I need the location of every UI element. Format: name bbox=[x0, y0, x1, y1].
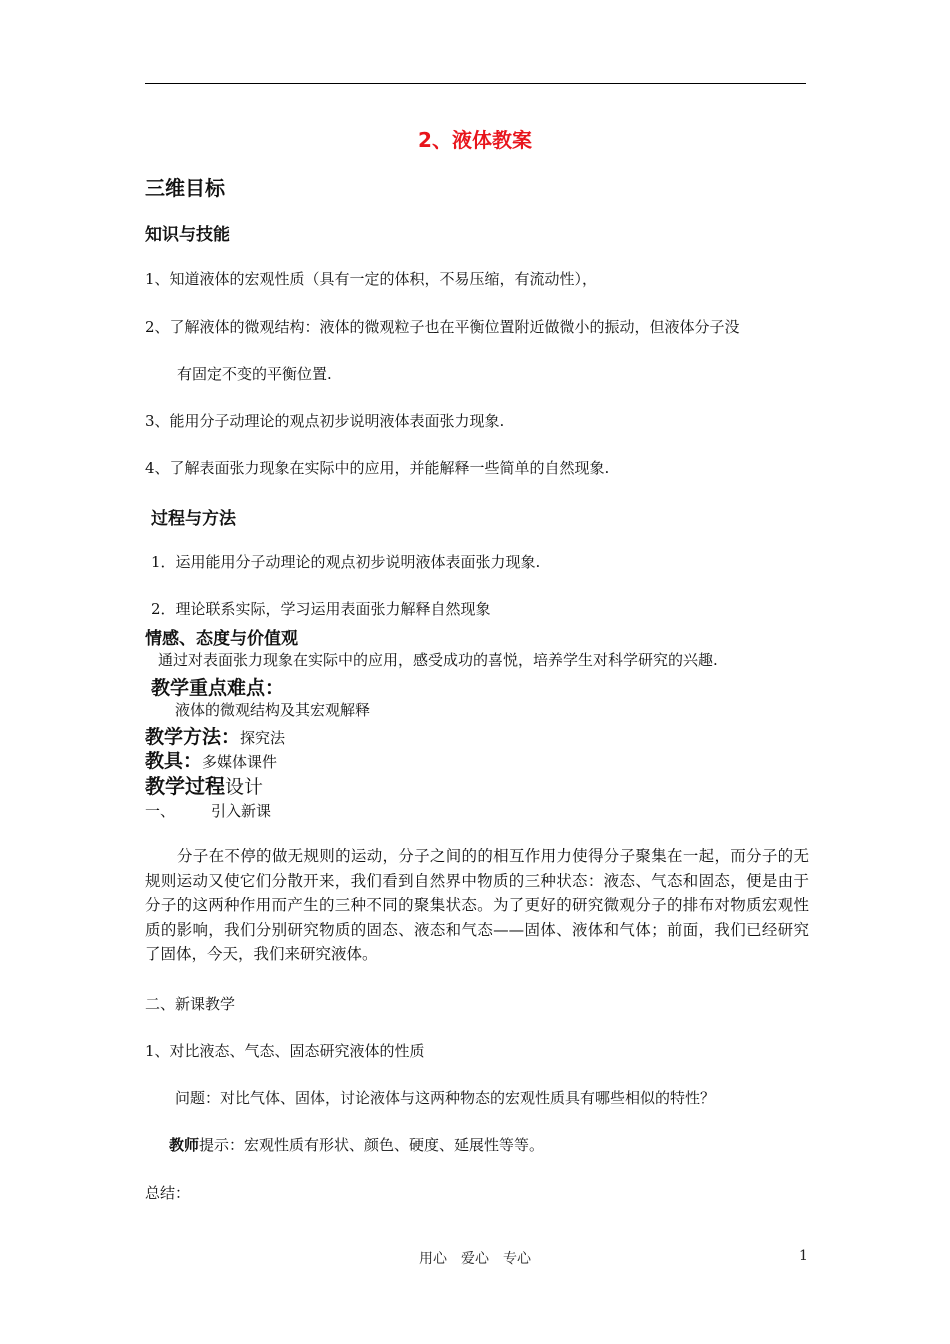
process-design-heading bbox=[145, 770, 263, 799]
method-label: 教学方法： bbox=[145, 726, 241, 748]
section-goals-heading: 三维目标 bbox=[145, 176, 225, 200]
method-line bbox=[145, 722, 285, 749]
teacher-text: 提示：宏观性质有形状、颜色、硬度、延展性等等。 bbox=[199, 1136, 545, 1154]
knowledge-item-2: 2、了解液体的微观结构：液体的微观粒子也在平衡位置附近做微小的振动，但液体分子没 bbox=[145, 318, 740, 336]
footer-slogan: 用心 爱心 专心 bbox=[419, 1251, 531, 1267]
method-value: 探究法 bbox=[240, 729, 286, 747]
process-design-rest: 设计 bbox=[225, 776, 264, 798]
question-text: 问题：对比气体、固体，讨论液体与这两种物态的宏观性质具有哪些相似的特性？ bbox=[175, 1089, 716, 1107]
tools-value: 多媒体课件 bbox=[202, 753, 278, 771]
key-points-text: 液体的微观结构及其宏观解释 bbox=[175, 701, 371, 719]
summary-label: 总结： bbox=[145, 1184, 191, 1202]
knowledge-item-3: 3、能用分子动理论的观点初步说明液体表面张力现象. bbox=[145, 412, 505, 430]
process-design-bold: 教学过程 bbox=[145, 774, 225, 798]
knowledge-item-4: 4、了解表面张力现象在实际中的应用，并能解释一些简单的自然现象. bbox=[145, 459, 610, 477]
header-rule bbox=[145, 83, 806, 84]
process-item-2: 2．理论联系实际，学习运用表面张力解释自然现象 bbox=[151, 600, 491, 618]
key-points-heading: 教学重点难点： bbox=[151, 677, 285, 699]
teacher-label: 教师 bbox=[169, 1136, 200, 1154]
process-item-1: 1．运用能用分子动理论的观点初步说明液体表面张力现象. bbox=[151, 553, 541, 571]
tools-label: 教具： bbox=[145, 750, 203, 772]
process-heading: 过程与方法 bbox=[151, 509, 236, 529]
step1-number: 一、 bbox=[145, 802, 176, 820]
emotion-heading: 情感、态度与价值观 bbox=[145, 629, 298, 649]
emotion-text: 通过对表面张力现象在实际中的应用，感受成功的喜悦，培养学生对科学研究的兴趣. bbox=[158, 651, 718, 669]
knowledge-item-2-cont: 有固定不变的平衡位置. bbox=[177, 365, 332, 383]
tools-line bbox=[145, 746, 277, 773]
teacher-line bbox=[169, 1134, 544, 1155]
knowledge-item-1: 1、知道液体的宏观性质（具有一定的体积，不易压缩，有流动性）， bbox=[145, 270, 598, 288]
knowledge-heading: 知识与技能 bbox=[145, 225, 230, 245]
step1-title: 引入新课 bbox=[211, 802, 272, 820]
page-number: 1 bbox=[799, 1248, 808, 1264]
intro-paragraph: 分子在不停的做无规则的运动，分子之间的的相互作用力使得分子聚集在一起，而分子的无规则运动又使它们分散开来，我们看到自然界中物质的三种状态：液态、气态和固态，便是由于分子的这两种作用而产生的三种不同的聚集状态。为了更好的研究微观分子的排布对物质宏观性质的影响，我们分别研究物质的固态、液态和气态——固体、液体和气体；前面，我们已经研究了固体，今天，我们来研究液体。 bbox=[145, 847, 809, 963]
step2-title: 二、新课教学 bbox=[145, 995, 236, 1013]
document-title: 2、液体教案 bbox=[418, 128, 532, 152]
sub1-title: 1、对比液态、气态、固态研究液体的性质 bbox=[145, 1042, 425, 1060]
